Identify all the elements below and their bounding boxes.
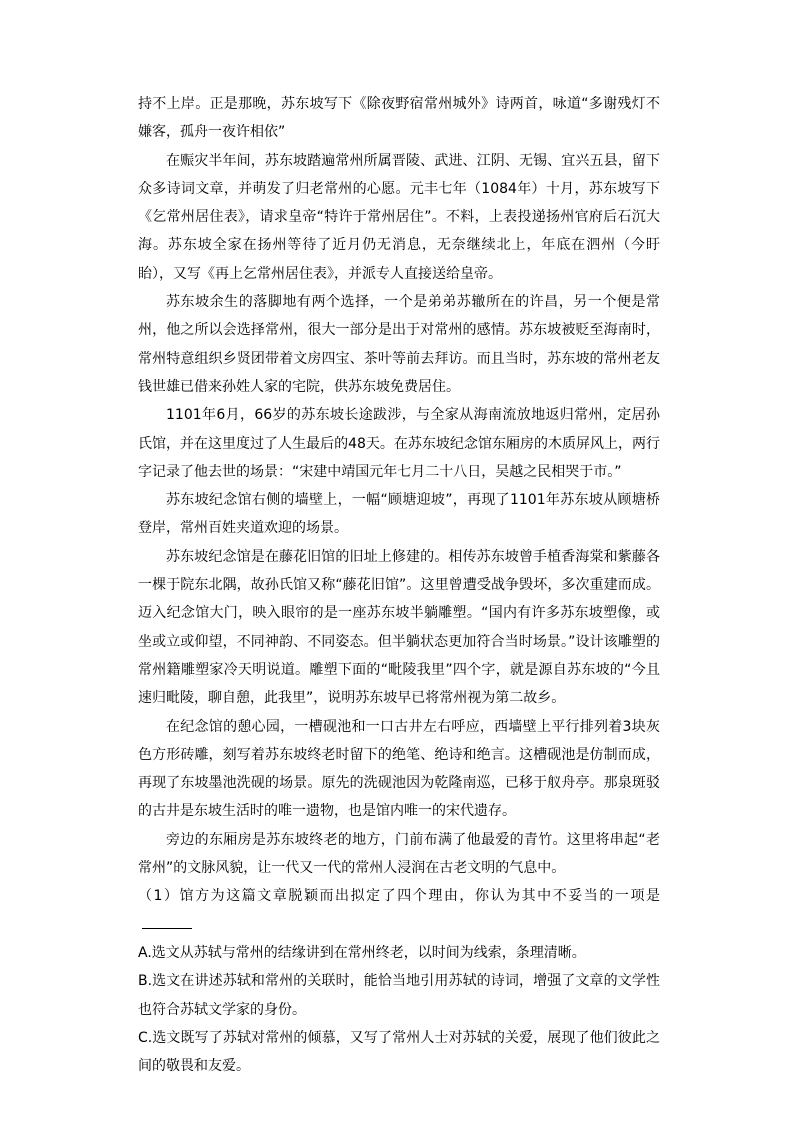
paragraph-3: 苏东坡余生的落脚地有两个选择，一个是弟弟苏辙所在的许昌，另一个便是常州，他之所以会选择常州，很大一部分是出于对常州的感情。苏东坡被贬至海南时，常州特意组织乡贤团带着文房四宝、茶叶等前去拜访。而且当时，苏东坡的常州老友钱世雄已借来孙姓人家的宅院，供苏东坡免费居住。 xyxy=(138,294,660,395)
paragraph-4: 1101年6月，66岁的苏东坡长途跋涉，与全家从海南流放地返归常州，定居孙氏馆，并在这里度过了人生最后的48天。在苏东坡纪念馆东厢房的木质屏风上，两行字记录了他去世的场景：“宋建中靖国元年七月二十八日，吴越之民相哭于市。” xyxy=(138,407,660,480)
option-b: B.选文在讲述苏轼和常州的关联时，能恰当地引用苏轼的诗词，增强了文章的文学性也符合苏轼文学家的身份。 xyxy=(138,973,660,1018)
paragraph-1: 持不上岸。正是那晚，苏东坡写下《除夜野宿常州城外》诗两首，咏道“多谢残灯不嫌客，孤舟一夜许相依” xyxy=(138,96,660,141)
question-stem-line xyxy=(138,882,660,939)
paragraph-5: 苏东坡纪念馆右侧的墙壁上，一幅“顾塘迎坡”，再现了1101年苏东坡从顾塘桥登岸，常州百姓夹道欢迎的场景。 xyxy=(138,492,660,537)
option-c: C.选文既写了苏轼对常州的倾慕，又写了常州人士对苏轼的关爱，展现了他们彼此之间的敬畏和友爱。 xyxy=(138,1029,660,1075)
paragraph-2: 在赈灾半年间，苏东坡踏遍常州所属晋陵、武进、江阴、无锡、宜兴五县，留下众多诗词文章，并萌发了归老常州的心愿。元丰七年（1084年）十月，苏东坡写下《乞常州居住表》，请求皇帝“特许于常州居住”。不料，上表投递扬州官府后石沉大海。苏东坡全家在扬州等待了近月仍无消息，无奈继续北上，年底在泗州（今盱眙），又写《再上乞常州居住表》，并派专人直接送给皇帝。 xyxy=(138,152,660,282)
document-page xyxy=(138,90,660,1080)
paragraph-8: 旁边的东厢房是苏东坡终老的地方，门前布满了他最爱的青竹。这里将串起“老常州”的文脉风貌，让一代又一代的常州人浸润在古老文明的气息中。 xyxy=(138,831,660,877)
option-a: A.选文从苏轼与常州的结缘讲到在常州终老，以时间为线索，条理清晰。 xyxy=(138,944,586,961)
question-stem: （1）馆方为这篇文章脱颖而出拟定了四个理由，你认为其中不妥当的一项是 xyxy=(138,888,660,905)
paragraph-7: 在纪念馆的憩心园，一槽砚池和一口古井左右呼应，西墙壁上平行排列着3块灰色方形砖雕，刻写着苏东坡终老时留下的绝笔、绝诗和绝言。这槽砚池是仿制而成，再现了东坡墨池洗砚的场景。原先的洗砚池因为乾隆南巡，已移于舣舟亭。那泉斑驳的古井是东坡生活时的唯一遗物，也是馆内唯一的宋代遗存。 xyxy=(138,718,660,820)
answer-blank[interactable] xyxy=(142,914,192,929)
paragraph-6: 苏东坡纪念馆是在藤花旧馆的旧址上修建的。相传苏东坡曾手植香海棠和紫藤各一棵于院东北隅，故孙氏馆又称“藤花旧馆”。这里曾遭受战争毁坏，多次重建而成。迈入纪念馆大门，映入眼帘的是一座苏东坡半躺雕塑。“国内有许多苏东坡塑像，或坐或立或仰望，不同神韵、不同姿态。但半躺状态更加符合当时场景。”设计该雕塑的常州籍雕塑家冷天明说道。雕塑下面的“毗陵我里”四个字，就是源自苏东坡的“今且速归毗陵，聊自憩，此我里”，说明苏东坡早已将常州视为第二故乡。 xyxy=(138,548,660,707)
